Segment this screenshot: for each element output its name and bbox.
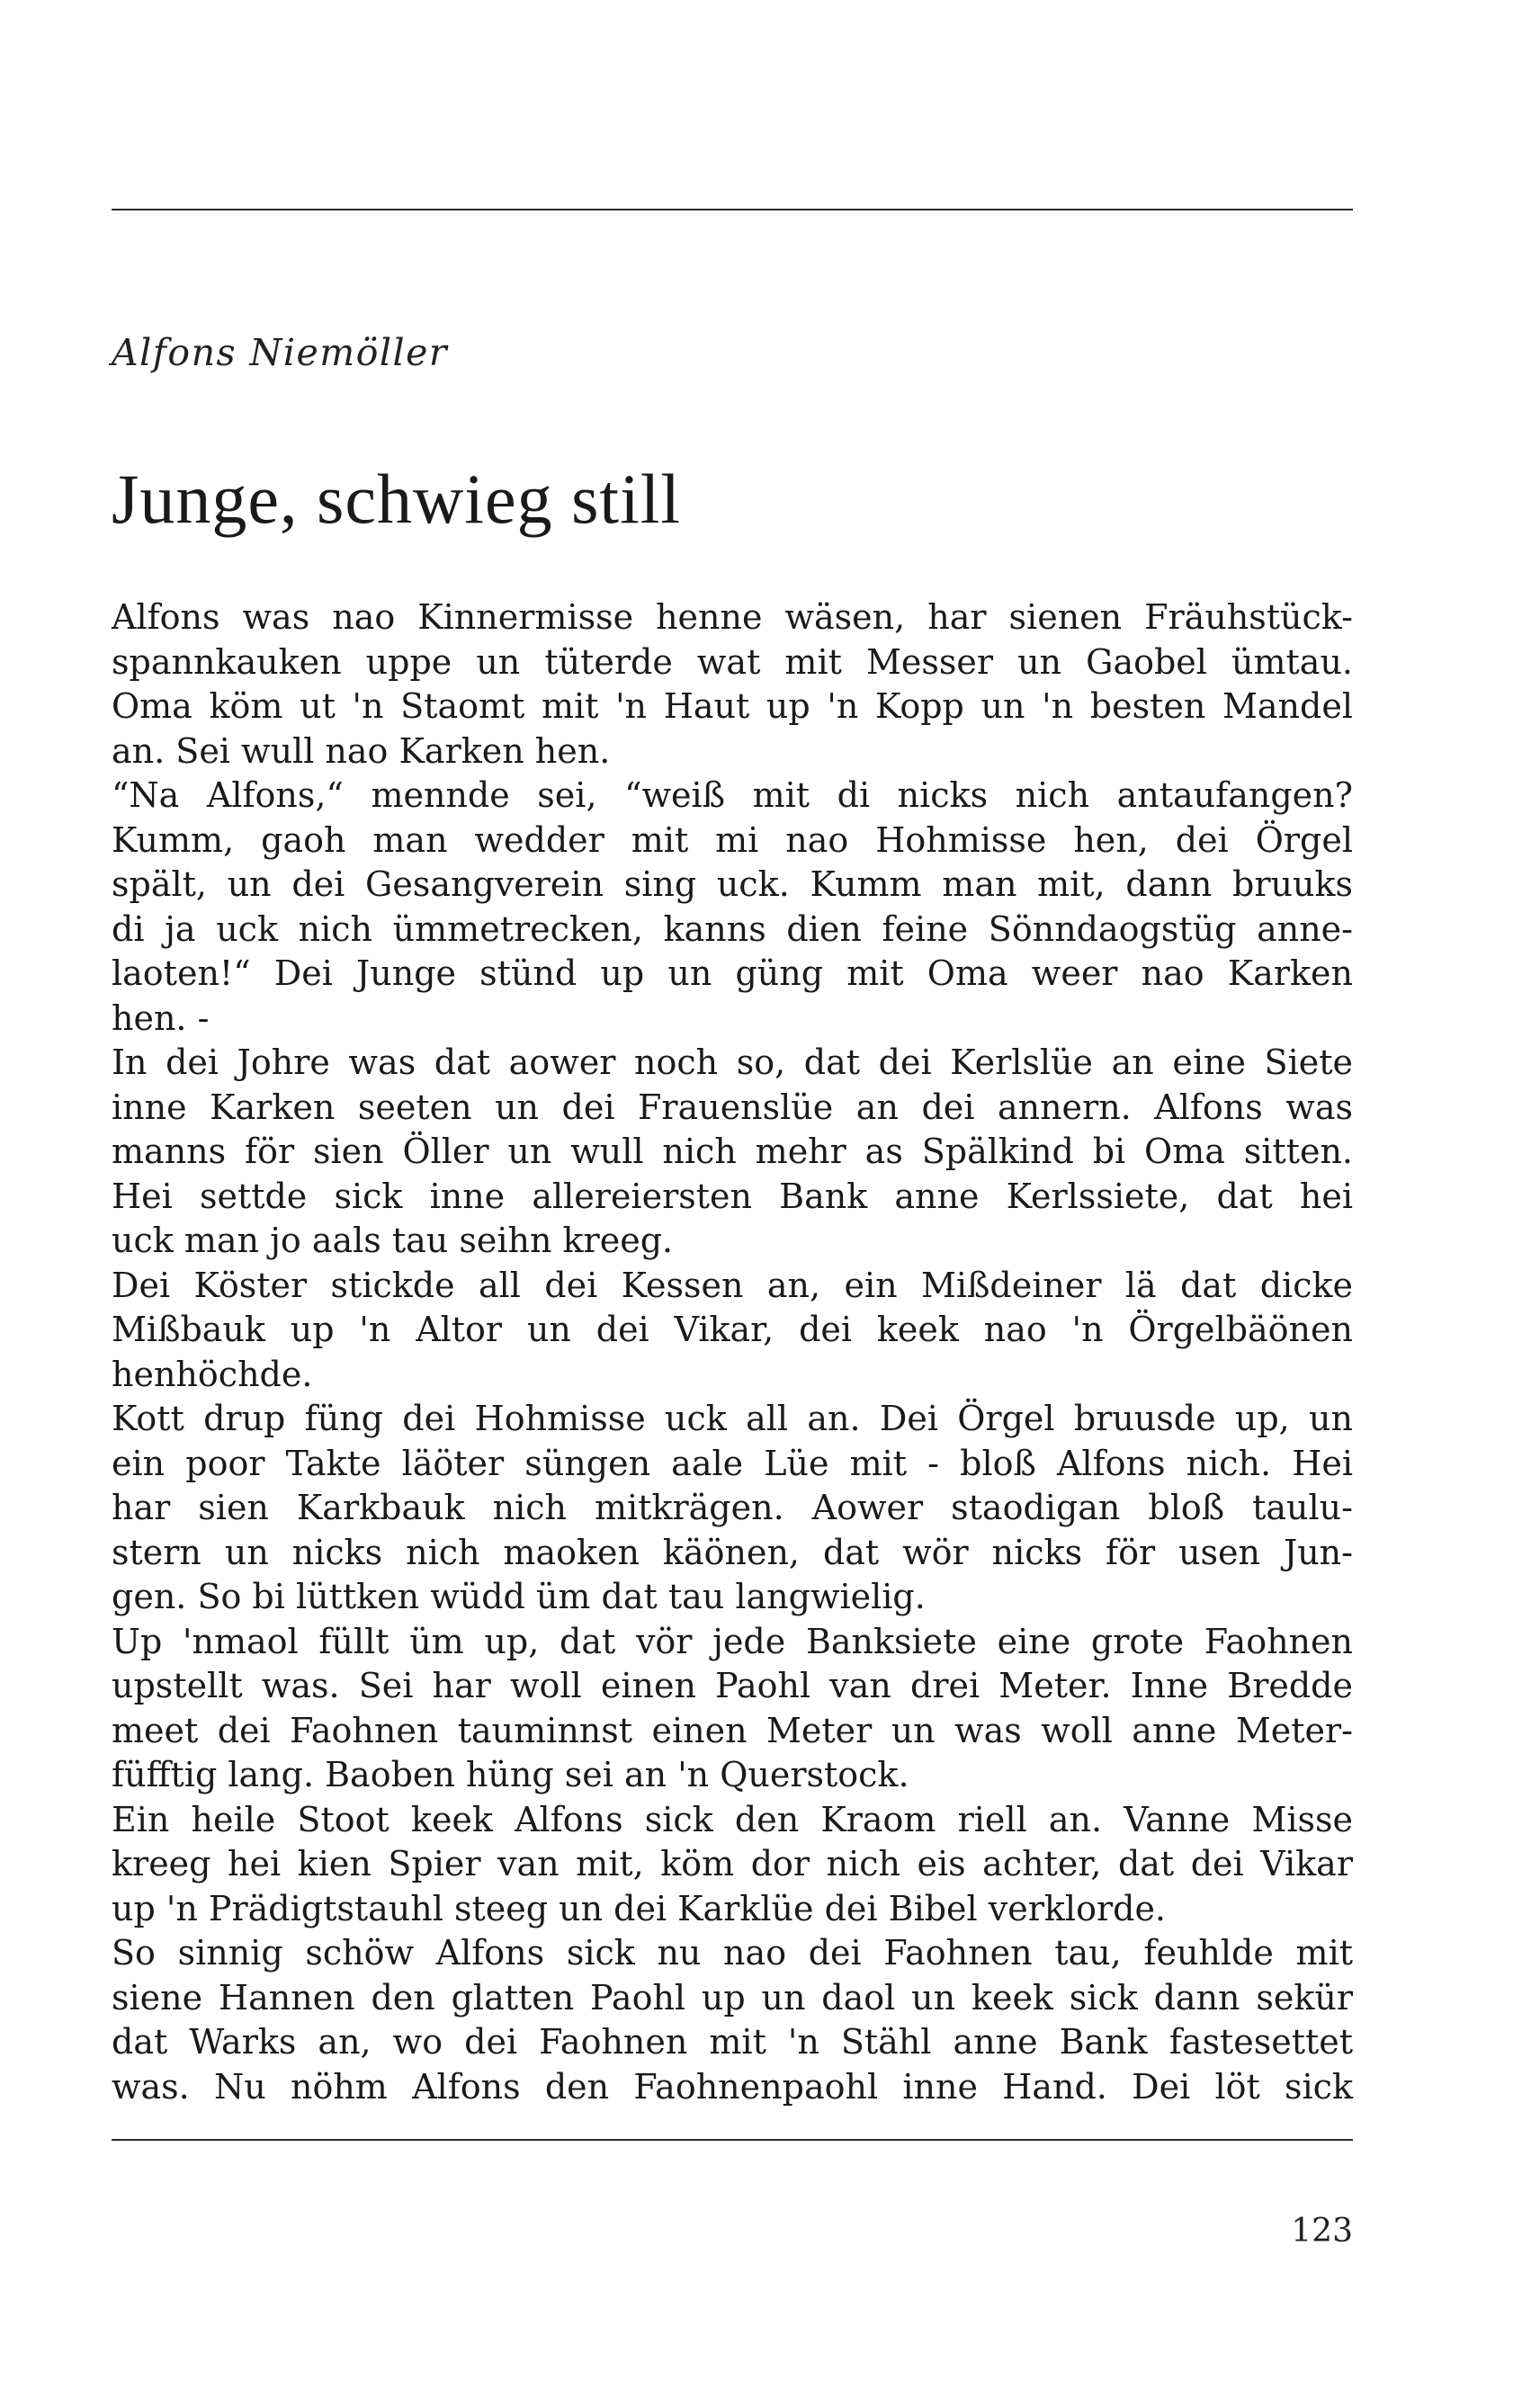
bottom-rule (112, 2139, 1353, 2141)
text-line: an. Sei wull nao Karken hen. (112, 730, 611, 771)
text-line: was. Nu nöhm Alfons den Faohnenpaohl inne Hand. Dei löt sick (112, 2066, 1353, 2107)
text-line: gen. So bi lüttken wüdd üm dat tau langwielig. (112, 1577, 926, 1616)
text-line: Ein heile Stoot keek Alfons sick den Kraom riell an. Vanne Misse (112, 1799, 1353, 1839)
text-line: Alfons was nao Kinnermisse henne wäsen, har sienen Fräuhstück- (112, 597, 1353, 637)
text-line: inne Karken seeten un dei Frauenslüe an dei annern. Alfons was (112, 1087, 1353, 1127)
text-line: Mißbauk up 'n Altor un dei Vikar, dei keek nao 'n Örgelbäönen (112, 1310, 1353, 1349)
text-line: henhöchde. (112, 1354, 313, 1394)
text-line: siene Hannen den glatten Paohl up un daol un keek sick dann sekür (112, 1977, 1353, 2018)
text-line: har sien Karkbauk nich mitkrägen. Aower staodigan bloß taulu- (112, 1488, 1353, 1527)
author-name: Alfons Niemöller (112, 331, 448, 374)
text-line: ein poor Takte läöter süngen aale Lüe mit - bloß Alfons nich. Hei (112, 1443, 1353, 1483)
story-title: Junge, schwieg still (112, 460, 682, 538)
text-line: Dei Köster stickde all dei Kessen an, ein Mißdeiner lä dat dicke (112, 1265, 1353, 1305)
text-line: “Na Alfons,“ mennde sei, “weiß mit di nicks nich antaufangen? (112, 775, 1353, 815)
text-line: di ja uck nich ümmetrecken, kanns dien feine Sönndaogstüg anne- (112, 908, 1353, 949)
text-line: dat Warks an, wo dei Faohnen mit 'n Stähl anne Bank fastesettet (112, 2022, 1353, 2062)
text-line: Oma köm ut 'n Staomt mit 'n Haut up 'n Kopp un 'n besten Mandel (112, 686, 1353, 726)
text-line: Kott drup füng dei Hohmisse uck all an. Dei Örgel bruusde up, un (112, 1399, 1353, 1438)
text-line: upstellt was. Sei har woll einen Paohl van drei Meter. Inne Bredde (112, 1666, 1353, 1705)
text-line: So sinnig schöw Alfons sick nu nao dei Faohnen tau, feuhlde mit (112, 1933, 1353, 1973)
text-line: spält, un dei Gesangverein sing uck. Kumm man mit, dann bruuks (112, 864, 1353, 904)
text-line: spannkauken uppe un tüterde wat mit Messer un Gaobel ümtau. (112, 641, 1353, 682)
page-number: 123 (1291, 2213, 1353, 2250)
text-line: Kumm, gaoh man wedder mit mi nao Hohmisse hen, dei Örgel (112, 819, 1353, 860)
top-rule (112, 209, 1353, 210)
text-line: stern un nicks nich maoken käönen, dat wör nicks för usen Jun- (112, 1532, 1353, 1572)
text-line: up 'n Prädigtstauhl steeg un dei Karklüe dei Bibel verklorde. (112, 1888, 1167, 1928)
text-line: Up 'nmaol füllt üm up, dat vör jede Banksiete eine grote Faohnen (112, 1621, 1353, 1661)
text-line: füfftig lang. Baoben hüng sei an 'n Querstock. (112, 1755, 909, 1794)
text-line: manns för sien Öller un wull nich mehr as Spälkind bi Oma sitten. (112, 1132, 1353, 1171)
text-line: hen. - (112, 998, 210, 1038)
text-line: kreeg hei kien Spier van mit, köm dor nich eis achter, dat dei Vikar (112, 1844, 1353, 1883)
text-line: In dei Johre was dat aower noch so, dat dei Kerlslüe an eine Siete (112, 1042, 1353, 1082)
text-line: Hei settde sick inne allereiersten Bank anne Kerlssiete, dat hei (112, 1176, 1353, 1216)
text-line: laoten!“ Dei Junge stünd up un güng mit Oma weer nao Karken (112, 953, 1353, 993)
text-line: uck man jo aals tau seihn kreeg. (112, 1221, 674, 1260)
story-body (112, 595, 1353, 2109)
text-line: meet dei Faohnen tauminnst einen Meter un was woll anne Meter- (112, 1710, 1353, 1750)
